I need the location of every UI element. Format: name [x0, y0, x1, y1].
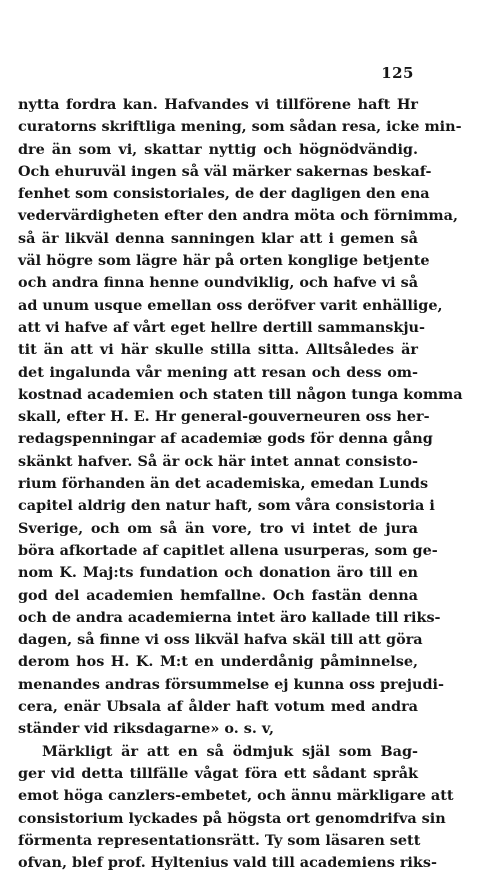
text-line: dre än som vi, skattar nyttig och högnödvändig.	[18, 140, 418, 158]
text-line: nytta fordra kan. Hafvandes vi tillförene haft Hr	[18, 96, 418, 113]
text-line: fenhet som consistoriales, de der dagligen den ena	[18, 185, 430, 203]
text-line: och de andra academierna intet äro kallade till riks-	[18, 608, 441, 626]
text-line: capitel aldrig den natur haft, som våra consistoria i	[18, 497, 435, 515]
text-line: skall, efter H. E. Hr general-gouverneuren oss her-	[18, 408, 430, 426]
text-line: ad unum usque emellan oss deröfver varit enhällige,	[18, 296, 443, 314]
text-line: god del academien hemfallne. Och fastän denna	[18, 586, 418, 604]
text-line: och andra finna henne oundviklig, och hafve vi så	[18, 274, 419, 292]
text-line: curatorns skriftliga mening, som sådan resa, icke min-	[18, 118, 462, 136]
text-line: så är likväl denna sanningen klar att i gemen så	[18, 229, 418, 247]
text-line: ofvan, blef prof. Hyltenius vald till academiens riks-	[18, 854, 437, 872]
text-line: menandes andras försummelse ej kunna oss prejudi-	[18, 675, 444, 693]
text-line: väl högre som lägre här på orten konglige betjente	[18, 252, 430, 270]
text-line: nom K. Maj:ts fundation och donation äro till en	[18, 564, 418, 582]
page-number: 125	[381, 64, 414, 82]
text-line: tit än att vi här skulle stilla sitta. Alltsåledes är	[18, 341, 418, 359]
text-line: det ingalunda vår mening att resan och dess om-	[18, 363, 418, 381]
text-line: derom hos H. K. M:t en underdånig påminnelse,	[18, 653, 418, 671]
text-line: kostnad academien och staten till någon tunga komma	[18, 385, 463, 403]
text-line: skänkt hafver. Så är ock här intet annat consisto-	[18, 452, 418, 470]
text-line: ger vid detta tillfälle vågat föra ett sådant språk	[18, 764, 418, 782]
text-line: förmenta representationsrätt. Ty som läsaren sett	[18, 831, 421, 849]
text-line: rium förhanden än det academiska, emedan Lunds	[18, 475, 429, 493]
text-line: redagspenningar af academiæ gods för denna gång	[18, 430, 433, 448]
body-text	[18, 94, 463, 874]
text-line: cera, enär Ubsala af ålder haft votum med andra	[18, 698, 418, 716]
text-line: consistorium lyckades på högsta ort genomdrifva sin	[18, 809, 446, 827]
text-line: vedervärdigheten efter den andra möta och förnimma,	[18, 207, 458, 225]
text-line: dagen, så finne vi oss likväl hafva skäl till att göra	[18, 631, 423, 649]
text-line: böra afkortade af capitlet allena usurperas, som ge-	[18, 541, 438, 559]
text-line: Sverige, och om så än vore, tro vi intet de jura	[18, 519, 418, 537]
text-line: Märkligt är att en så ödmjuk själ som Bag-	[42, 742, 418, 760]
text-line: ständer vid riksdagarne» o. s. v,	[18, 720, 275, 738]
text-line: emot höga canzlers-embetet, och ännu märkligare att	[18, 787, 454, 805]
text-line: Och ehuruväl ingen så väl märker sakernas beskaf-	[18, 162, 432, 180]
text-line: att vi hafve af vårt eget hellre dertill sammanskju-	[18, 318, 425, 336]
